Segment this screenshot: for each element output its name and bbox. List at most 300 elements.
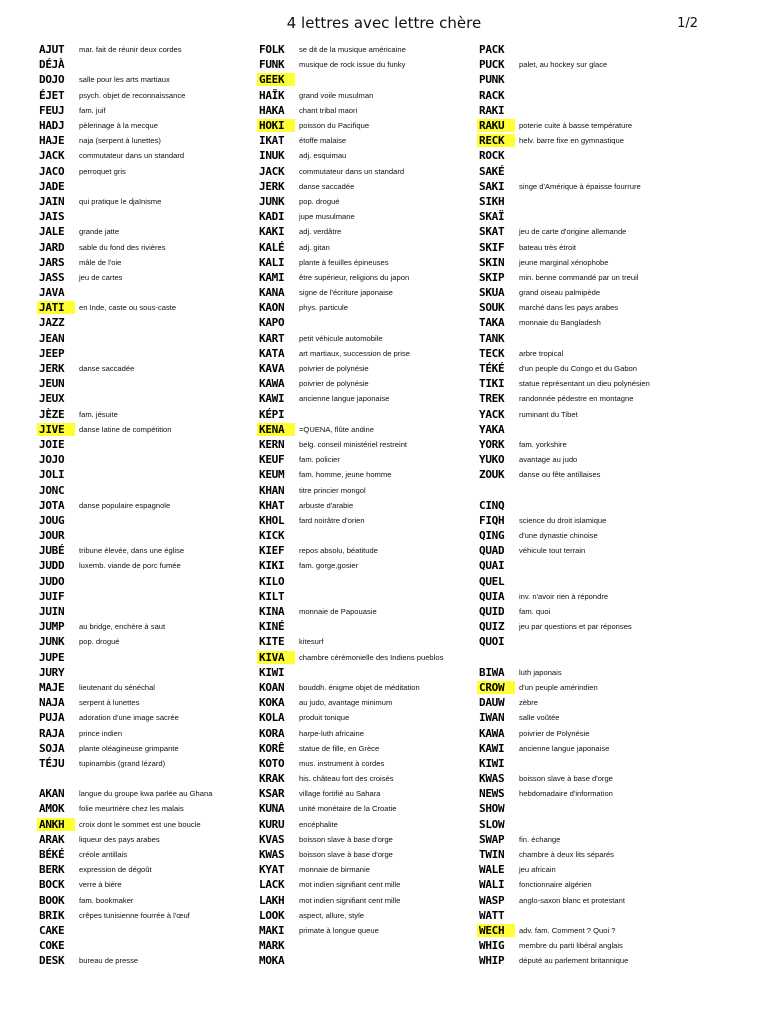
word-entry — [37, 72, 212, 87]
word: KOKA — [259, 696, 285, 710]
word-entry — [257, 194, 443, 209]
word: KHOL — [259, 513, 285, 527]
word-entry — [477, 376, 650, 391]
word: KYAT — [259, 863, 285, 877]
word: KAPO — [259, 316, 285, 330]
word-entry — [37, 558, 212, 573]
word: INUK — [259, 149, 285, 163]
word-entry — [477, 574, 650, 589]
word-entry — [37, 361, 212, 376]
word-definition: crêpes tunisienne fourrée à l'œuf — [79, 910, 190, 920]
word-entry — [257, 391, 443, 406]
word: KAWI — [259, 392, 285, 406]
word-definition: =QUENA, flûte andine — [299, 424, 374, 434]
page-title: 4 lettres avec lettre chère — [286, 14, 482, 32]
word: WASP — [479, 893, 505, 907]
word: FEUJ — [39, 103, 65, 117]
word-entry — [37, 407, 212, 422]
word-entry — [477, 315, 650, 330]
word-definition: pèlerinage à la mecque — [79, 121, 158, 131]
word-definition: titre princier mongol — [299, 485, 366, 495]
word: JALE — [39, 225, 65, 239]
word-definition: statue de fille, en Grèce — [299, 743, 380, 753]
word-entry — [37, 756, 212, 771]
word: KAWA — [479, 726, 505, 740]
word-entry — [257, 72, 443, 87]
word: SKIP — [479, 270, 505, 284]
word-entry — [257, 452, 443, 467]
word: FOLK — [259, 43, 285, 57]
word-entry — [37, 88, 212, 103]
word-definition: monnaie de birmanie — [299, 865, 370, 875]
word-definition: fam. policier — [299, 455, 340, 465]
word-definition: musique de rock issue du funky — [299, 60, 406, 70]
word-entry — [257, 88, 443, 103]
word: SKIN — [479, 255, 505, 269]
word: YORK — [479, 437, 505, 451]
word: SKAÏ — [479, 210, 505, 224]
word: JERK — [259, 179, 285, 193]
word-definition: député au parlement britannique — [519, 956, 629, 966]
word-entry — [37, 42, 212, 57]
word: SKUA — [479, 286, 505, 300]
word-entry — [477, 133, 650, 148]
word-definition: aspect, allure, style — [299, 910, 364, 920]
word-definition: bateau très étroit — [519, 242, 576, 252]
word: PUJA — [39, 711, 65, 725]
word-entry — [257, 482, 443, 497]
word-entry — [257, 224, 443, 239]
word-definition: danse saccadée — [299, 181, 355, 191]
word-definition: jeune marginal xénophobe — [519, 257, 609, 267]
word-entry — [477, 710, 650, 725]
word-definition: harpe-luth africaine — [299, 728, 365, 738]
word-entry — [477, 862, 650, 877]
word: JACK — [39, 149, 65, 163]
word: DAUW — [479, 696, 505, 710]
word-entry — [37, 741, 212, 756]
word-definition: fin. échange — [519, 834, 561, 844]
word: HAKA — [259, 103, 285, 117]
word-definition: primate à longue queue — [299, 925, 379, 935]
word: JURY — [39, 665, 65, 679]
word-entry — [477, 725, 650, 740]
word-entry — [477, 771, 650, 786]
word: QUIZ — [479, 620, 505, 634]
word-entry — [477, 604, 650, 619]
word-definition: langue du groupe kwa parlée au Ghana — [79, 789, 213, 799]
word-entry — [37, 315, 212, 330]
word-definition: chambre cérémonielle des Indiens pueblos — [299, 652, 444, 662]
word-entry — [37, 224, 212, 239]
word-definition: grand voile musulman — [299, 90, 374, 100]
word: NEWS — [479, 787, 505, 801]
word: DOJO — [39, 73, 65, 87]
word-entry — [257, 331, 443, 346]
word: KIWI — [259, 665, 285, 679]
word-entry — [37, 619, 212, 634]
word: JACK — [259, 164, 285, 178]
word-definition: art martiaux, succession de prise — [299, 348, 410, 358]
word: KEUF — [259, 453, 285, 467]
word-entry — [477, 482, 650, 497]
word-entry — [477, 665, 650, 680]
word: KOTO — [259, 756, 285, 770]
word-entry — [477, 634, 650, 649]
word-definition: village fortifié au Sahara — [299, 789, 381, 799]
word-definition: chant tribal maori — [299, 105, 358, 115]
word: KICK — [259, 529, 285, 543]
word: IKAT — [259, 134, 285, 148]
word-entry — [477, 543, 650, 558]
word-entry — [37, 300, 212, 315]
word-entry — [477, 513, 650, 528]
word: JOUR — [39, 529, 65, 543]
word-definition: marché dans les pays arabes — [519, 303, 619, 313]
word: LAKH — [259, 893, 285, 907]
highlighted-word: CROW — [477, 681, 515, 694]
word-definition: min. benne commandé par un treuil — [519, 272, 639, 282]
word-definition: fam. quoi — [519, 607, 551, 617]
word: TREK — [479, 392, 505, 406]
word: CINQ — [479, 498, 505, 512]
word-definition: serpent à lunettes — [79, 698, 140, 708]
word-definition: fam. homme, jeune homme — [299, 470, 392, 480]
word-entry — [37, 452, 212, 467]
word-definition: fam. gorge,gosier — [299, 561, 359, 571]
word: KADI — [259, 210, 285, 224]
word: RAJA — [39, 726, 65, 740]
word: KILO — [259, 574, 285, 588]
word-entry — [477, 239, 650, 254]
word-definition: mot indien signifiant cent mille — [299, 895, 401, 905]
word-entry — [37, 270, 212, 285]
word-definition: produit tonique — [299, 713, 350, 723]
word-definition: monnaie de Papouasie — [299, 607, 377, 617]
word-entry — [257, 133, 443, 148]
word-entry — [257, 923, 443, 938]
word: KAWA — [259, 377, 285, 391]
word: JAIS — [39, 210, 65, 224]
word: KÉPI — [259, 407, 285, 421]
word-entry — [257, 558, 443, 573]
word: JUMP — [39, 620, 65, 634]
word: KUNA — [259, 802, 285, 816]
word-definition: repos absolu, béatitude — [299, 546, 378, 556]
word: SHOW — [479, 802, 505, 816]
word: JUIF — [39, 589, 65, 603]
word-definition: jupe musulmane — [299, 212, 355, 222]
word: WALE — [479, 863, 505, 877]
word: JOTA — [39, 498, 65, 512]
word-definition: chambre à deux lits séparés — [519, 850, 614, 860]
word: MARK — [259, 939, 285, 953]
word-entry — [257, 801, 443, 816]
word: TANK — [479, 331, 505, 345]
highlighted-word: GEEK — [257, 73, 295, 86]
word-entry — [37, 422, 212, 437]
word-entry — [37, 179, 212, 194]
word-definition: boisson slave à base d'orge — [299, 834, 393, 844]
word-definition: ancienne langue japonaise — [299, 394, 390, 404]
word-definition: grande jatte — [79, 227, 120, 237]
word: JOLI — [39, 468, 65, 482]
word-definition: grand oiseau palmipède — [519, 288, 601, 298]
word-entry — [477, 528, 650, 543]
word-definition: helv. barre fixe en gymnastique — [519, 136, 624, 146]
word-definition: luth japonais — [519, 667, 562, 677]
word-entry — [37, 862, 212, 877]
word-entry — [37, 209, 212, 224]
word-entry — [477, 42, 650, 57]
word-definition: au bridge, enchère à saut — [79, 622, 166, 632]
word-entry — [37, 923, 212, 938]
word-entry — [477, 832, 650, 847]
word: JAZZ — [39, 316, 65, 330]
word-definition: poisson du Pacifique — [299, 121, 370, 131]
word-definition: lieutenant du sénéchal — [79, 682, 155, 692]
word: JAIN — [39, 194, 65, 208]
word-definition: psych. objet de reconnaissance — [79, 90, 186, 100]
word-entry — [37, 771, 212, 786]
page-number: 1/2 — [677, 16, 698, 31]
word-definition: luxemb. viande de porc fumée — [79, 561, 181, 571]
word-entry — [477, 331, 650, 346]
word-definition: sable du fond des rivières — [79, 242, 166, 252]
word-entry — [37, 164, 212, 179]
word-definition: jeu africain — [519, 865, 556, 875]
word-entry — [37, 498, 212, 513]
highlighted-word: HOKI — [257, 119, 295, 132]
word-definition: pop. drogué — [299, 196, 340, 206]
word-definition: qui pratique le djaïnisme — [79, 196, 162, 206]
word: MAKI — [259, 923, 285, 937]
word-entry — [257, 239, 443, 254]
word-entry — [257, 543, 443, 558]
word: JUBÉ — [39, 544, 65, 558]
word-entry — [257, 953, 443, 968]
word-entry — [37, 391, 212, 406]
word-entry — [37, 634, 212, 649]
word: FUNK — [259, 58, 285, 72]
word-entry — [257, 619, 443, 634]
word-entry — [257, 893, 443, 908]
word-definition: inv. n'avoir rien à répondre — [519, 591, 609, 601]
word: JOUG — [39, 513, 65, 527]
word-definition: bureau de presse — [79, 956, 139, 966]
word: KAKI — [259, 225, 285, 239]
word-entry — [257, 285, 443, 300]
word: SKAT — [479, 225, 505, 239]
word-entry — [257, 467, 443, 482]
word-definition: randonnée pédestre en montagne — [519, 394, 634, 404]
word-entry — [37, 194, 212, 209]
word: YACK — [479, 407, 505, 421]
word-entry — [37, 725, 212, 740]
word: KAON — [259, 301, 285, 315]
word-entry — [257, 908, 443, 923]
word: KORA — [259, 726, 285, 740]
word-entry — [257, 634, 443, 649]
word-entry — [477, 194, 650, 209]
word: HADJ — [39, 119, 65, 133]
word: SLOW — [479, 817, 505, 831]
word-definition: pop. drogué — [79, 637, 120, 647]
word: TAKA — [479, 316, 505, 330]
word-definition: adv. fam. Comment ? Quoi ? — [519, 925, 616, 935]
word: BIWA — [479, 665, 505, 679]
highlighted-word: JATI — [37, 301, 75, 314]
word-definition: d'un peuple amérindien — [519, 682, 598, 692]
word-entry — [477, 224, 650, 239]
word-definition: fonctionnaire algérien — [519, 880, 592, 890]
word: BRIK — [39, 908, 65, 922]
word: YAKA — [479, 422, 505, 436]
word: FIQH — [479, 513, 505, 527]
word: JUDD — [39, 559, 65, 573]
word: CAKE — [39, 923, 65, 937]
word-entry — [477, 908, 650, 923]
word-definition: poivrier de polynésie — [299, 379, 369, 389]
word-entry — [477, 877, 650, 892]
word-definition: danse populaire espagnole — [79, 500, 171, 510]
word-entry — [257, 315, 443, 330]
word-entry — [37, 680, 212, 695]
word: SOUK — [479, 301, 505, 315]
word-entry — [37, 148, 212, 163]
word-entry — [257, 513, 443, 528]
word-definition: prince indien — [79, 728, 123, 738]
word-entry — [257, 862, 443, 877]
word-entry — [37, 817, 212, 832]
word-definition: signe de l'écriture japonaise — [299, 288, 393, 298]
word: QUOI — [479, 635, 505, 649]
word-entry — [477, 589, 650, 604]
word: JÈZE — [39, 407, 65, 421]
word-definition: véhicule tout terrain — [519, 546, 586, 556]
word-entry — [257, 179, 443, 194]
word-definition: jeu de cartes — [79, 272, 123, 282]
word: KAMI — [259, 270, 285, 284]
word-definition: singe d'Amérique à épaisse fourrure — [519, 181, 641, 191]
word-definition: d'une dynastie chinoise — [519, 531, 598, 541]
word: JEEP — [39, 346, 65, 360]
word-definition: poivrier de polynésie — [299, 364, 369, 374]
word: RACK — [479, 88, 505, 102]
word: TIKI — [479, 377, 505, 391]
word-definition: kitesurf — [299, 637, 324, 647]
word-entry — [257, 57, 443, 72]
word: JAVA — [39, 286, 65, 300]
word-entry — [257, 422, 443, 437]
word-definition: tupinambis (grand lézard) — [79, 758, 166, 768]
word-entry — [477, 558, 650, 573]
word-entry — [37, 528, 212, 543]
word-entry — [477, 57, 650, 72]
word-entry — [37, 331, 212, 346]
word-entry — [257, 498, 443, 513]
word-definition: palet, au hockey sur glace — [519, 60, 608, 70]
word-definition: adj. gitan — [299, 242, 330, 252]
word-entry — [257, 847, 443, 862]
word: JUNK — [39, 635, 65, 649]
word: KART — [259, 331, 285, 345]
word: QING — [479, 529, 505, 543]
word-entry — [37, 239, 212, 254]
word: SAKI — [479, 179, 505, 193]
word-definition: adj. esquimau — [299, 151, 347, 161]
word-entry — [477, 938, 650, 953]
word-entry — [257, 771, 443, 786]
word: KVAS — [259, 832, 285, 846]
word-entry — [257, 832, 443, 847]
word-entry — [37, 695, 212, 710]
word-definition: belg. conseil ministériel restreint — [299, 439, 408, 449]
word: AJUT — [39, 43, 65, 57]
word-definition: boisson slave à base d'orge — [519, 774, 613, 784]
word-definition: phys. particule — [299, 303, 348, 313]
word: KATA — [259, 346, 285, 360]
word-definition: au judo, avantage minimum — [299, 698, 393, 708]
word-entry — [257, 270, 443, 285]
word-entry — [37, 103, 212, 118]
word: YUKO — [479, 453, 505, 467]
word: KAVA — [259, 362, 285, 376]
word-definition: avantage au judo — [519, 455, 578, 465]
word-definition: naja (serpent à lunettes) — [79, 136, 161, 146]
word-definition: danse ou fête antillaises — [519, 470, 601, 480]
word: WHIG — [479, 939, 505, 953]
word-entry — [477, 437, 650, 452]
word-entry — [257, 741, 443, 756]
word-entry — [477, 361, 650, 376]
word: TECK — [479, 346, 505, 360]
word: KHAN — [259, 483, 285, 497]
word-definition: statue représentant un dieu polynésien — [519, 379, 650, 389]
word-definition: adj. verdâtre — [299, 227, 342, 237]
word: ZOUK — [479, 468, 505, 482]
word-entry — [37, 801, 212, 816]
word-entry — [37, 665, 212, 680]
word: QUIA — [479, 589, 505, 603]
word-entry — [257, 665, 443, 680]
word: COKE — [39, 939, 65, 953]
word: JOIE — [39, 437, 65, 451]
word-entry — [477, 88, 650, 103]
word-entry — [477, 847, 650, 862]
word-definition: croix dont le sommet est une boucle — [79, 819, 201, 829]
word-definition: anglo-saxon blanc et protestant — [519, 895, 625, 905]
word: KOLA — [259, 711, 285, 725]
word: KURU — [259, 817, 285, 831]
highlighted-word: RECK — [477, 134, 515, 147]
highlighted-word: WECH — [477, 924, 515, 937]
word-entry — [257, 103, 443, 118]
word-entry — [477, 817, 650, 832]
word-definition: danse saccadée — [79, 364, 135, 374]
word-definition: ruminant du Tibet — [519, 409, 578, 419]
word: JUPE — [39, 650, 65, 664]
word-entry — [477, 346, 650, 361]
word-entry — [477, 695, 650, 710]
word: SOJA — [39, 741, 65, 755]
word: RAKI — [479, 103, 505, 117]
word-definition: bouddh. énigme objet de méditation — [299, 682, 420, 692]
word: BÉKÉ — [39, 848, 65, 862]
word-definition: jeu de carte d'origine allemande — [519, 227, 627, 237]
word-entry — [477, 498, 650, 513]
word-entry — [477, 255, 650, 270]
